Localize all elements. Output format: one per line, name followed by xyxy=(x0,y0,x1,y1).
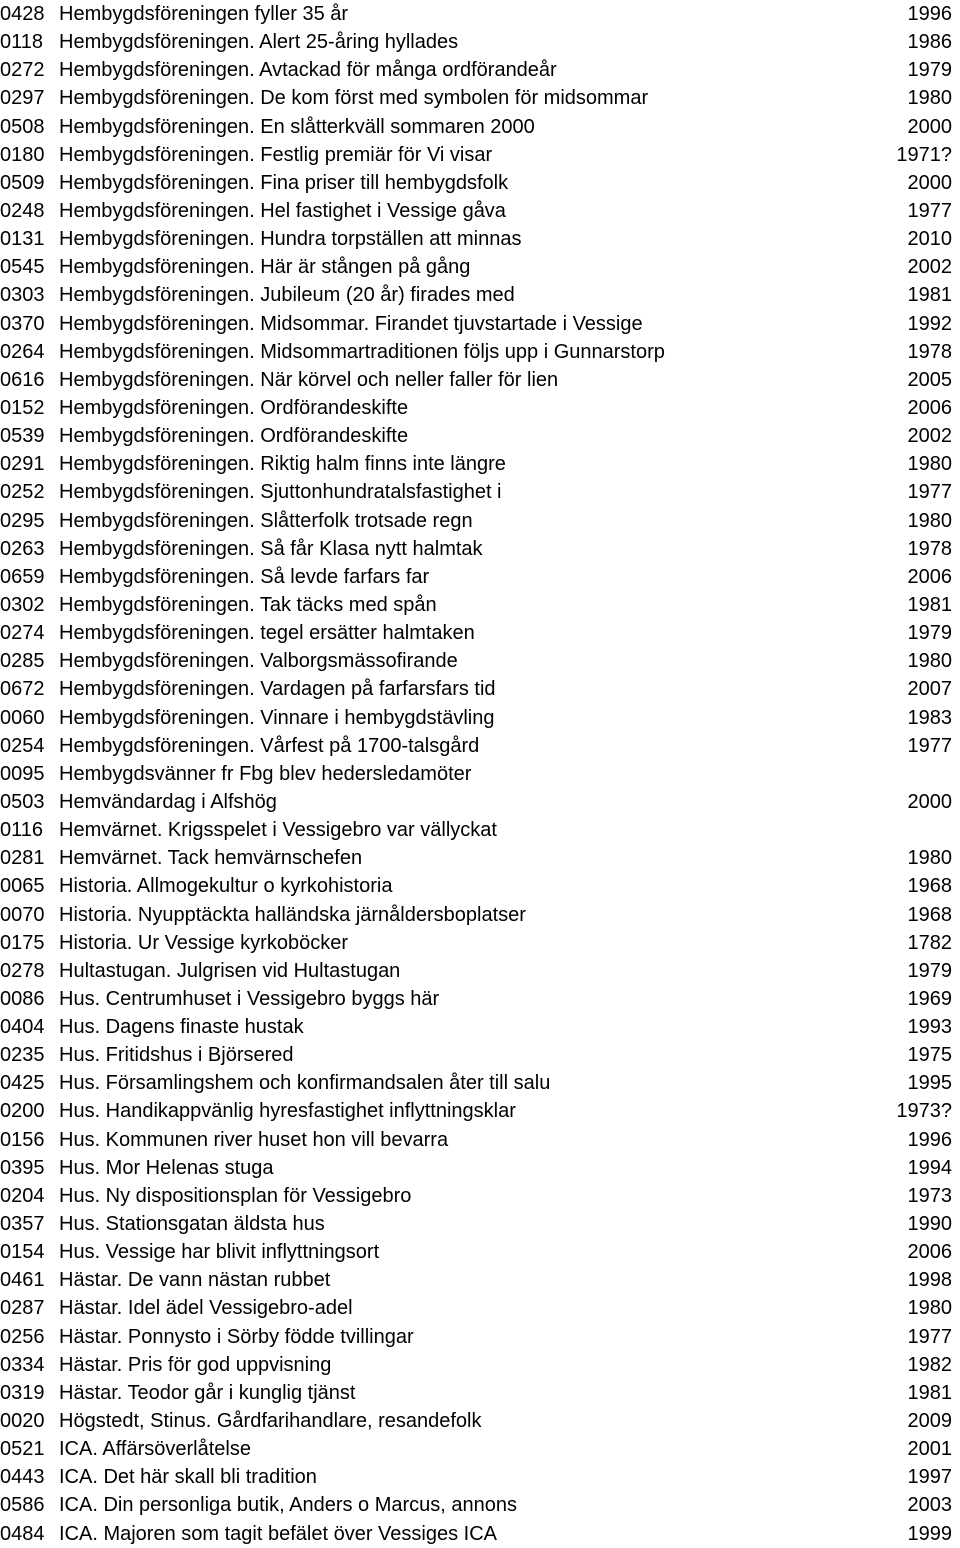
entry-title: Högstedt, Stinus. Gårdfarihandlare, resandefolk xyxy=(59,1410,482,1433)
entry-title: Hästar. Ponnysto i Sörby födde tvillingar xyxy=(59,1325,414,1348)
index-entry xyxy=(0,901,960,929)
entry-number: 0020 xyxy=(0,1410,45,1433)
index-entry xyxy=(0,1266,960,1294)
entry-year: 1996 xyxy=(907,3,952,25)
entry-title: Hus. Mor Helenas stuga xyxy=(59,1156,274,1179)
entry-title: Hembygdsföreningen. Alert 25-åring hyllades xyxy=(59,31,459,54)
entry-number: 0509 xyxy=(0,171,45,194)
entry-year: 1980 xyxy=(907,87,952,110)
index-entry xyxy=(0,197,960,225)
entry-year: 2010 xyxy=(907,228,952,251)
entry-title: Hus. Fritidshus i Björsered xyxy=(59,1044,294,1067)
entry-year: 2006 xyxy=(907,1241,952,1264)
entry-year: 2005 xyxy=(907,368,952,391)
entry-year: 1975 xyxy=(907,1044,952,1067)
index-entry xyxy=(0,0,960,28)
entry-title: Hembygdsföreningen. tegel ersätter halmtaken xyxy=(59,622,475,645)
index-entry xyxy=(0,113,960,141)
entry-title: Hembygdsföreningen. Valborgsmässofirande xyxy=(59,650,458,673)
index-entry xyxy=(0,647,960,675)
entry-title: Hästar. Pris för god uppvisning xyxy=(59,1353,332,1376)
entry-number: 0428 xyxy=(0,3,45,25)
index-entry xyxy=(0,253,960,281)
entry-number: 0180 xyxy=(0,143,45,166)
entry-number: 0461 xyxy=(0,1269,45,1292)
entry-number: 0248 xyxy=(0,199,45,222)
entry-year: 1968 xyxy=(907,903,952,926)
entry-year: 1995 xyxy=(907,1072,952,1095)
entry-number: 0204 xyxy=(0,1184,45,1207)
entry-number: 0297 xyxy=(0,87,45,110)
entry-year: 1998 xyxy=(907,1269,952,1292)
index-entry xyxy=(0,1294,960,1322)
entry-year: 1978 xyxy=(907,340,952,363)
index-entry xyxy=(0,1379,960,1407)
index-entry xyxy=(0,1407,960,1435)
index-entry xyxy=(0,1097,960,1125)
entry-number: 0287 xyxy=(0,1297,45,1320)
entry-title: Hembygdsföreningen. Vinnare i hembygdstävling xyxy=(59,706,495,729)
entry-title: ICA. Det här skall bli tradition xyxy=(59,1466,317,1489)
index-entry xyxy=(0,1126,960,1154)
entry-number: 0508 xyxy=(0,115,45,138)
entry-year: 1997 xyxy=(907,1466,952,1489)
entry-title: Hembygdsföreningen fyller 35 år xyxy=(59,3,349,25)
entry-title: Hembygdsföreningen. Tak täcks med spån xyxy=(59,593,437,616)
entry-number: 0278 xyxy=(0,959,45,982)
entry-title: Hembygdsföreningen. Hel fastighet i Vessige gåva xyxy=(59,199,506,222)
index-entry xyxy=(0,704,960,732)
entry-number: 0291 xyxy=(0,453,45,476)
entry-number: 0370 xyxy=(0,312,45,335)
entry-number: 0295 xyxy=(0,509,45,532)
entry-title: Historia. Allmogekultur o kyrkohistoria xyxy=(59,875,393,898)
entry-title: Hus. Ny dispositionsplan för Vessigebro xyxy=(59,1184,412,1207)
index-entry xyxy=(0,788,960,816)
entry-number: 0131 xyxy=(0,228,45,251)
entry-number: 0302 xyxy=(0,593,45,616)
entry-year: 2006 xyxy=(907,565,952,588)
entry-year: 1993 xyxy=(907,1016,952,1039)
entry-number: 0060 xyxy=(0,706,45,729)
entry-title: Hembygdsföreningen. Fina priser till hembygdsfolk xyxy=(59,171,509,194)
entry-year: 1996 xyxy=(907,1128,952,1151)
entry-year: 1981 xyxy=(907,1381,952,1404)
entry-year: 1979 xyxy=(907,59,952,82)
index-entry xyxy=(0,310,960,338)
entry-year: 1981 xyxy=(907,593,952,616)
entry-number: 0252 xyxy=(0,481,45,504)
entry-number: 0156 xyxy=(0,1128,45,1151)
entry-year: 2002 xyxy=(907,425,952,448)
entry-number: 0086 xyxy=(0,987,45,1010)
entry-title: Historia. Nyupptäckta halländska järnåldersboplatser xyxy=(59,903,526,926)
index-entry xyxy=(0,929,960,957)
entry-title: Hembygdsföreningen. En slåtterkväll sommaren 2000 xyxy=(59,115,535,138)
entry-year: 1980 xyxy=(907,847,952,870)
entry-title: Hus. Handikappvänlig hyresfastighet inflyttningsklar xyxy=(59,1100,516,1123)
entry-number: 0357 xyxy=(0,1213,45,1236)
entry-title: ICA. Din personliga butik, Anders o Marcus, annons xyxy=(59,1494,518,1517)
entry-year: 2000 xyxy=(907,115,952,138)
entry-number: 0503 xyxy=(0,790,45,813)
entry-year: 1977 xyxy=(907,734,952,757)
index-entry xyxy=(0,450,960,478)
entry-year: 1968 xyxy=(907,875,952,898)
entry-number: 0404 xyxy=(0,1016,45,1039)
index-entry xyxy=(0,338,960,366)
index-entry xyxy=(0,1069,960,1097)
entry-title: Hus. Centrumhuset i Vessigebro byggs här xyxy=(59,987,440,1010)
entry-title: Hembygdsvänner fr Fbg blev hedersledamöter xyxy=(59,762,472,785)
entry-title: Hästar. Teodor går i kunglig tjänst xyxy=(59,1381,356,1404)
entry-title: Historia. Ur Vessige kyrkoböcker xyxy=(59,931,348,954)
entry-title: ICA. Affärsöverlåtelse xyxy=(59,1438,251,1461)
index-entry xyxy=(0,844,960,872)
entry-title: Hembygdsföreningen. Här är stången på gång xyxy=(59,256,471,279)
entry-number: 0154 xyxy=(0,1241,45,1264)
entry-title: Hemvärnet. Krigsspelet i Vessigebro var vällyckat xyxy=(59,819,497,842)
entry-title: ICA. Majoren som tagit befälet över Vessiges ICA xyxy=(59,1522,497,1545)
index-entry xyxy=(0,760,960,788)
entry-number: 0659 xyxy=(0,565,45,588)
entry-title: Hembygdsföreningen. Så levde farfars far xyxy=(59,565,430,588)
index-entry xyxy=(0,1041,960,1069)
index-entry xyxy=(0,1351,960,1379)
entry-year: 1973? xyxy=(896,1100,952,1123)
entry-number: 0263 xyxy=(0,537,45,560)
entry-title: Hembygdsföreningen. Vårfest på 1700-talsgård xyxy=(59,734,480,757)
index-entry xyxy=(0,169,960,197)
entry-year: 1978 xyxy=(907,537,952,560)
entry-year: 1992 xyxy=(907,312,952,335)
index-entry xyxy=(0,591,960,619)
entry-year: 1990 xyxy=(907,1213,952,1236)
entry-title: Hembygdsföreningen. Vardagen på farfarsfars tid xyxy=(59,678,496,701)
entry-year: 2009 xyxy=(907,1410,952,1433)
entry-year: 1999 xyxy=(907,1522,952,1545)
index-entry xyxy=(0,422,960,450)
entry-year: 1980 xyxy=(907,650,952,673)
index-entry xyxy=(0,28,960,56)
entry-title: Hembygdsföreningen. Riktig halm finns inte längre xyxy=(59,453,506,476)
entry-title: Hultastugan. Julgrisen vid Hultastugan xyxy=(59,959,401,982)
entry-year: 1971? xyxy=(896,143,952,166)
entry-year: 2002 xyxy=(907,256,952,279)
entry-year: 2007 xyxy=(907,678,952,701)
entry-number: 0303 xyxy=(0,284,45,307)
index-entry xyxy=(0,957,960,985)
entry-number: 0256 xyxy=(0,1325,45,1348)
entry-year: 1981 xyxy=(907,284,952,307)
index-entry xyxy=(0,1323,960,1351)
index-entry xyxy=(0,507,960,535)
entry-number: 0070 xyxy=(0,903,45,926)
entry-year: 1979 xyxy=(907,622,952,645)
index-entry xyxy=(0,1463,960,1491)
entry-title: Hembygdsföreningen. Midsommar. Firandet tjuvstartade i Vessige xyxy=(59,312,643,335)
index-entry xyxy=(0,1210,960,1238)
entry-title: Hembygdsföreningen. Ordförandeskifte xyxy=(59,425,409,448)
index-entry xyxy=(0,1238,960,1266)
entry-title: Hembygdsföreningen. Jubileum (20 år) firades med xyxy=(59,284,515,307)
entry-title: Hembygdsföreningen. Hundra torpställen att minnas xyxy=(59,228,522,251)
entry-year: 1969 xyxy=(907,987,952,1010)
index-entry xyxy=(0,225,960,253)
entry-year: 1977 xyxy=(907,1325,952,1348)
entry-number: 0672 xyxy=(0,678,45,701)
entry-number: 0443 xyxy=(0,1466,45,1489)
entry-number: 0521 xyxy=(0,1438,45,1461)
entry-year: 1782 xyxy=(907,931,952,954)
entry-year: 1980 xyxy=(907,1297,952,1320)
entry-title: Hemvändardag i Alfshög xyxy=(59,790,277,813)
entry-title: Hemvärnet. Tack hemvärnschefen xyxy=(59,847,363,870)
index-entry xyxy=(0,394,960,422)
entry-year: 1973 xyxy=(907,1184,952,1207)
entry-number: 0152 xyxy=(0,396,45,419)
entry-year: 2006 xyxy=(907,396,952,419)
index-entry xyxy=(0,619,960,647)
entry-number: 0484 xyxy=(0,1522,45,1545)
entry-number: 0200 xyxy=(0,1100,45,1123)
entry-year: 1980 xyxy=(907,453,952,476)
entry-year: 1986 xyxy=(907,31,952,54)
entry-title: Hus. Dagens finaste hustak xyxy=(59,1016,304,1039)
entry-year: 1994 xyxy=(907,1156,952,1179)
entry-number: 0586 xyxy=(0,1494,45,1517)
entry-number: 0175 xyxy=(0,931,45,954)
index-entry xyxy=(0,478,960,506)
index-entry xyxy=(0,732,960,760)
index-entry xyxy=(0,1182,960,1210)
entry-number: 0116 xyxy=(0,819,44,842)
entry-title: Hembygdsföreningen. Sjuttonhundratalsfastighet i xyxy=(59,481,502,504)
index-entry xyxy=(0,675,960,703)
entry-number: 0264 xyxy=(0,340,45,363)
entry-year: 1977 xyxy=(907,199,952,222)
entry-year: 1977 xyxy=(907,481,952,504)
entry-number: 0281 xyxy=(0,847,45,870)
index-entry xyxy=(0,56,960,84)
entry-title: Hembygdsföreningen. Så får Klasa nytt halmtak xyxy=(59,537,483,560)
entry-title: Hembygdsföreningen. De kom först med symbolen för midsommar xyxy=(59,87,649,110)
entry-title: Hus. Stationsgatan äldsta hus xyxy=(59,1213,325,1236)
entry-year: 2003 xyxy=(907,1494,952,1517)
index-entry xyxy=(0,872,960,900)
entry-title: Hembygdsföreningen. Avtackad för många ordförandeår xyxy=(59,59,557,82)
entry-year: 1979 xyxy=(907,959,952,982)
index-entry xyxy=(0,366,960,394)
entry-title: Hembygdsföreningen. Ordförandeskifte xyxy=(59,396,409,419)
index-entry xyxy=(0,816,960,844)
index-entry xyxy=(0,985,960,1013)
entry-number: 0254 xyxy=(0,734,45,757)
entry-title: Hästar. De vann nästan rubbet xyxy=(59,1269,331,1292)
entry-title: Hus. Församlingshem och konfirmandsalen åter till salu xyxy=(59,1072,551,1095)
index-entry xyxy=(0,84,960,112)
entry-year: 2001 xyxy=(907,1438,952,1461)
entry-year: 2000 xyxy=(907,171,952,194)
entry-number: 0235 xyxy=(0,1044,45,1067)
index-entry xyxy=(0,281,960,309)
entry-number: 0274 xyxy=(0,622,45,645)
entry-number: 0319 xyxy=(0,1381,45,1404)
entry-number: 0272 xyxy=(0,59,45,82)
entry-title: Hus. Kommunen river huset hon vill bevarra xyxy=(59,1128,449,1151)
index-entry xyxy=(0,1491,960,1519)
entry-number: 0395 xyxy=(0,1156,45,1179)
entry-year: 1982 xyxy=(907,1353,952,1376)
entry-number: 0425 xyxy=(0,1072,45,1095)
entry-title: Hembygdsföreningen. Slåtterfolk trotsade regn xyxy=(59,509,473,532)
entry-title: Hembygdsföreningen. Festlig premiär för Vi visar xyxy=(59,143,493,166)
entry-number: 0065 xyxy=(0,875,45,898)
entry-number: 0539 xyxy=(0,425,45,448)
entry-title: Hästar. Idel ädel Vessigebro-adel xyxy=(59,1297,353,1320)
entry-title: Hus. Vessige har blivit inflyttningsort xyxy=(59,1241,380,1264)
index-entry xyxy=(0,1435,960,1463)
index-entry xyxy=(0,563,960,591)
entry-number: 0616 xyxy=(0,368,45,391)
entry-number: 0545 xyxy=(0,256,45,279)
index-entry xyxy=(0,141,960,169)
entry-year: 1980 xyxy=(907,509,952,532)
entry-number: 0334 xyxy=(0,1353,45,1376)
entry-title: Hembygdsföreningen. När körvel och neller faller för lien xyxy=(59,368,559,391)
entry-year: 1983 xyxy=(907,706,952,729)
entry-number: 0285 xyxy=(0,650,45,673)
entry-year: 2000 xyxy=(907,790,952,813)
index-entry xyxy=(0,535,960,563)
index-entry xyxy=(0,1154,960,1182)
entry-title: Hembygdsföreningen. Midsommartraditionen följs upp i Gunnarstorp xyxy=(59,340,665,363)
entry-number: 0118 xyxy=(0,31,44,54)
entry-number: 0095 xyxy=(0,762,45,785)
index-entry xyxy=(0,1013,960,1041)
